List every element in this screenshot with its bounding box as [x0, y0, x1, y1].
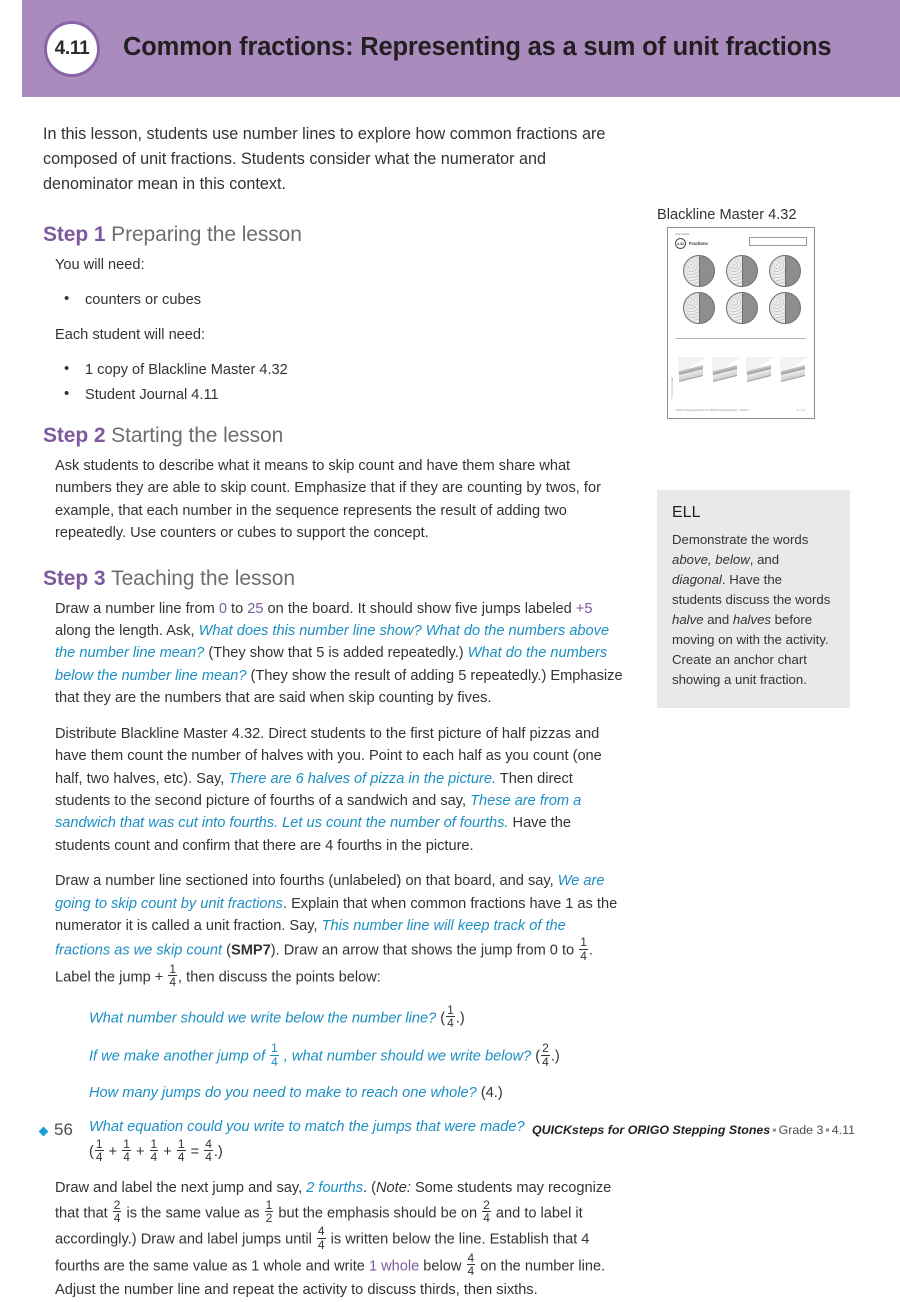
- lesson-label: 4.11: [831, 1123, 855, 1137]
- text-run: and to label it accordingly.) Draw and label jumps until: [55, 1204, 583, 1248]
- half-pizza-icon: [769, 255, 801, 287]
- teacher-materials-label: You will need:: [55, 257, 145, 273]
- equation-answer: ( $\frac{1}{4}$ + $\frac{1}{4}$ + $\frac{1}{4}$ + $\frac{1}{4}$ = $\frac{4}{4}$ .): [89, 1136, 223, 1164]
- ell-title: ELL: [672, 504, 701, 521]
- lesson-number-badge: 4.11: [44, 21, 100, 77]
- text-run: . Label the jump +: [55, 942, 593, 986]
- text-run: (They show that 5 is added repeatedly.): [204, 645, 468, 662]
- step-3-paragraph-2: [55, 723, 623, 857]
- list-item: • Student Journal 4.11: [55, 384, 623, 406]
- text-run: (: [222, 942, 232, 959]
- fraction-four-fourths: $\frac{4}{4}$: [467, 1250, 475, 1279]
- text-run: below: [419, 1258, 466, 1275]
- step-2-body: [43, 455, 623, 545]
- worksheet-side-note: © ORIGO Education: [671, 377, 674, 399]
- text-run: . (: [363, 1180, 376, 1197]
- text-run: Distribute Blackline Master 4.32. Direct students to the first picture of half pizzas and have them count the number of halves with you. Point to each half as you count (one half, two halves, etc). Say,: [55, 725, 602, 787]
- lesson-header-banner: [22, 0, 900, 97]
- fraction-one-fourth: $\frac{1}{4}$: [271, 1041, 278, 1069]
- answer-close: .): [550, 1048, 560, 1065]
- text-run: Demonstrate the words: [672, 532, 809, 547]
- list-item: • 1 copy of Blackline Master 4.32: [55, 359, 623, 381]
- question-text: , what number should we write below?: [279, 1048, 532, 1065]
- teacher-say-3: We are going to skip count by unit fractions: [55, 873, 605, 912]
- fraction-term: $\frac{4}{4}$: [205, 1136, 212, 1164]
- sandwich-quarter-icon: [780, 357, 808, 383]
- text-run: is written below the line. Establish that 4 fourths are the same value as 1 whole and write: [55, 1231, 590, 1275]
- text-run: . Have the students discuss the words: [672, 572, 831, 607]
- step-2-number: Step 2: [43, 424, 106, 448]
- worksheet-tag: COPYABLE: [675, 233, 690, 236]
- fraction-term: $\frac{1}{4}$: [95, 1136, 103, 1164]
- text-run: Draw a number line sectioned into fourths (unlabeled) on that board, and say,: [55, 873, 558, 890]
- diamond-icon: [39, 1127, 49, 1137]
- student-materials-label: Each student will need:: [55, 326, 206, 343]
- vocab-below: below: [715, 552, 750, 567]
- jump-label-plus5: +5: [575, 600, 593, 617]
- step-3-paragraph-4: [55, 1177, 623, 1302]
- brand-name: QUICKsteps for ORIGO Stepping Stones: [532, 1123, 771, 1137]
- ell-sidebar-box: [657, 490, 850, 708]
- lesson-intro: In this lesson, students use number lines to explore how common fractions are composed of unit fractions. Students consider what the numerator and denominator mean in this context.: [43, 125, 606, 193]
- step-1-title: Preparing the lesson: [111, 223, 302, 246]
- fraction-term: $\frac{1}{4}$: [177, 1136, 185, 1164]
- step-3-paragraph-1: [55, 598, 623, 710]
- sandwich-fourths-group: [678, 357, 808, 383]
- vocab-halve: halve: [672, 612, 704, 627]
- operator: +: [135, 1144, 145, 1161]
- step-3-body: [43, 598, 623, 1302]
- fraction-term: $\frac{1}{4}$: [150, 1136, 158, 1164]
- answer-open: (: [436, 1010, 446, 1027]
- operator: +: [108, 1144, 118, 1161]
- text-run: Draw and label the next jump and say,: [55, 1180, 307, 1197]
- teacher-say-2: These are from a sandwich that was cut into fourths. Let us count the number of fourths.: [55, 792, 582, 832]
- teacher-materials-list: [55, 289, 623, 311]
- text-run: Have the students count and confirm that there are 4 fourths in the picture.: [55, 815, 571, 854]
- half-pizza-icon: [683, 292, 715, 324]
- text-run: . Explain that when common fractions have 1 as the numerator it is called a unit fraction. Say,: [55, 895, 618, 934]
- step-3-heading: [43, 567, 623, 591]
- question-text: What equation could you write to match the jumps that were made?: [89, 1119, 525, 1136]
- operator: +: [163, 1144, 172, 1161]
- answer-text: (4.): [476, 1084, 503, 1101]
- footer-attribution: [532, 1123, 855, 1137]
- fraction-one-half: $\frac{1}{2}$: [265, 1197, 273, 1225]
- text-run: Then direct students to the second picture of fourths of a sandwich and say,: [55, 770, 573, 809]
- worksheet-footer-left: ORIGO Stepping Stones for ORIGO Stepping Stones · Grade 3: [676, 409, 749, 412]
- vocab-halves: halves: [732, 612, 771, 627]
- vocab-diagonal: diagonal: [672, 572, 722, 587]
- text-run: on the number line. Adjust the number line and repeat the activity to discuss thirds, then sixths.: [55, 1258, 606, 1299]
- separator-icon: ▪: [772, 1123, 777, 1137]
- page-body: [0, 97, 900, 1299]
- text-run: on the board. It should show five jumps labeled: [263, 600, 576, 617]
- teacher-question-2: What do the numbers below the number line mean?: [55, 645, 608, 684]
- worksheet-footer-right: 4.32: [796, 409, 806, 412]
- discussion-question-3: [89, 1082, 623, 1104]
- number-twentyfive: 25: [247, 600, 264, 617]
- step-1-number: Step 1: [43, 223, 106, 246]
- text-run: ). Draw an arrow that shows the jump from 0 to: [270, 942, 579, 959]
- step-1-heading: [43, 223, 623, 247]
- worksheet-badge: 4.32: [675, 238, 686, 249]
- step-2-paragraph: Ask students to describe what it means to skip count and have them share what numbers they are able to skip count. Emphasize that if they are counting by twos, for example, that each number in the sequence represents the result of adding two repeatedly. Use counters or cubes to support the concept.: [55, 458, 601, 542]
- sandwich-quarter-icon: [712, 357, 740, 383]
- text-run: before moving on with the activity. Create an anchor chart showing a unit fraction.: [672, 612, 829, 687]
- smp-reference: SMP7: [231, 942, 271, 959]
- worksheet-preview: [671, 233, 808, 413]
- sandwich-quarter-icon: [678, 357, 706, 383]
- text-run: , then discuss the points below:: [178, 969, 381, 986]
- sandwich-quarter-icon: [746, 357, 774, 383]
- worksheet-name-field: [749, 237, 807, 246]
- answer-close: .): [455, 1010, 465, 1027]
- text-run: but the emphasis should be on: [274, 1204, 482, 1221]
- discussion-question-1: [89, 1002, 623, 1032]
- list-item: • counters or cubes: [55, 289, 623, 311]
- discussion-question-2: [89, 1043, 623, 1070]
- blackline-master-thumbnail[interactable]: [667, 227, 815, 419]
- question-text: If we make another jump of: [89, 1048, 270, 1065]
- fraction-two-fourths: $\frac{2}{4}$: [483, 1197, 490, 1225]
- equals-sign: =: [190, 1144, 200, 1161]
- step-2-heading: [43, 424, 623, 448]
- worksheet-title: Fractions: [689, 241, 708, 246]
- half-pizza-icon: [683, 255, 715, 287]
- text-run: along the length. Ask,: [55, 623, 199, 640]
- ell-body-text: [672, 530, 835, 690]
- text-run: is the same value as: [122, 1204, 264, 1221]
- half-pizza-icon: [726, 255, 758, 287]
- teacher-question-1: What does this number line show? What do the numbers above the number line mean?: [55, 623, 610, 662]
- text-run: Some students may recognize that that: [55, 1180, 612, 1221]
- question-text: What number should we write below the number line?: [89, 1010, 437, 1027]
- step-3-number: Step 3: [43, 566, 106, 590]
- worksheet-divider: [676, 338, 806, 339]
- fraction-one-fourth: $\frac{1}{4}$: [580, 935, 587, 963]
- teacher-say-5: 2 fourths: [306, 1180, 364, 1197]
- grade-label: Grade 3: [778, 1123, 824, 1137]
- page-footer: [0, 1121, 900, 1143]
- vocab-above: above,: [672, 552, 712, 567]
- number-zero: 0: [218, 600, 227, 617]
- blackline-master-label: Blackline Master 4.32: [657, 207, 797, 223]
- fraction-two-fourths: $\frac{2}{4}$: [113, 1197, 121, 1225]
- page-number: 56: [54, 1120, 73, 1139]
- one-whole-label: 1 whole: [368, 1258, 420, 1275]
- fraction-answer: $\frac{1}{4}$: [447, 1002, 454, 1030]
- text-run: to: [226, 600, 248, 617]
- student-materials-list: [55, 359, 623, 406]
- separator-icon: ▪: [825, 1123, 830, 1137]
- teacher-say-4: This number line will keep track of the fractions as we skip count: [55, 917, 566, 959]
- step-2-title: Starting the lesson: [111, 424, 284, 448]
- text-run: (They show the result of adding 5 repeatedly.) Emphasize that they are the numbers that are said when skip counting by fives.: [55, 667, 623, 707]
- answer-open: (: [531, 1048, 541, 1065]
- half-pizzas-group: [678, 255, 806, 324]
- half-pizza-icon: [726, 292, 758, 324]
- fraction-four-fourths: $\frac{4}{4}$: [317, 1224, 325, 1252]
- text-run: and: [703, 612, 733, 627]
- note-label: Note:: [376, 1180, 411, 1197]
- step-3-title: Teaching the lesson: [111, 566, 295, 590]
- fraction-answer: $\frac{2}{4}$: [542, 1041, 549, 1069]
- fraction-one-fourth: $\frac{1}{4}$: [169, 961, 177, 990]
- text-run: , and: [749, 552, 780, 567]
- text-run: Draw a number line from: [55, 600, 219, 617]
- fraction-term: $\frac{1}{4}$: [123, 1136, 130, 1164]
- half-pizza-icon: [769, 292, 801, 324]
- step-1-body: [43, 254, 623, 406]
- teacher-say-1: There are 6 halves of pizza in the picture.: [228, 770, 497, 787]
- question-text: How many jumps do you need to make to reach one whole?: [89, 1084, 477, 1101]
- page-title: Common fractions: Representing as a sum of unit fractions: [123, 33, 832, 61]
- step-3-paragraph-3: [55, 870, 623, 990]
